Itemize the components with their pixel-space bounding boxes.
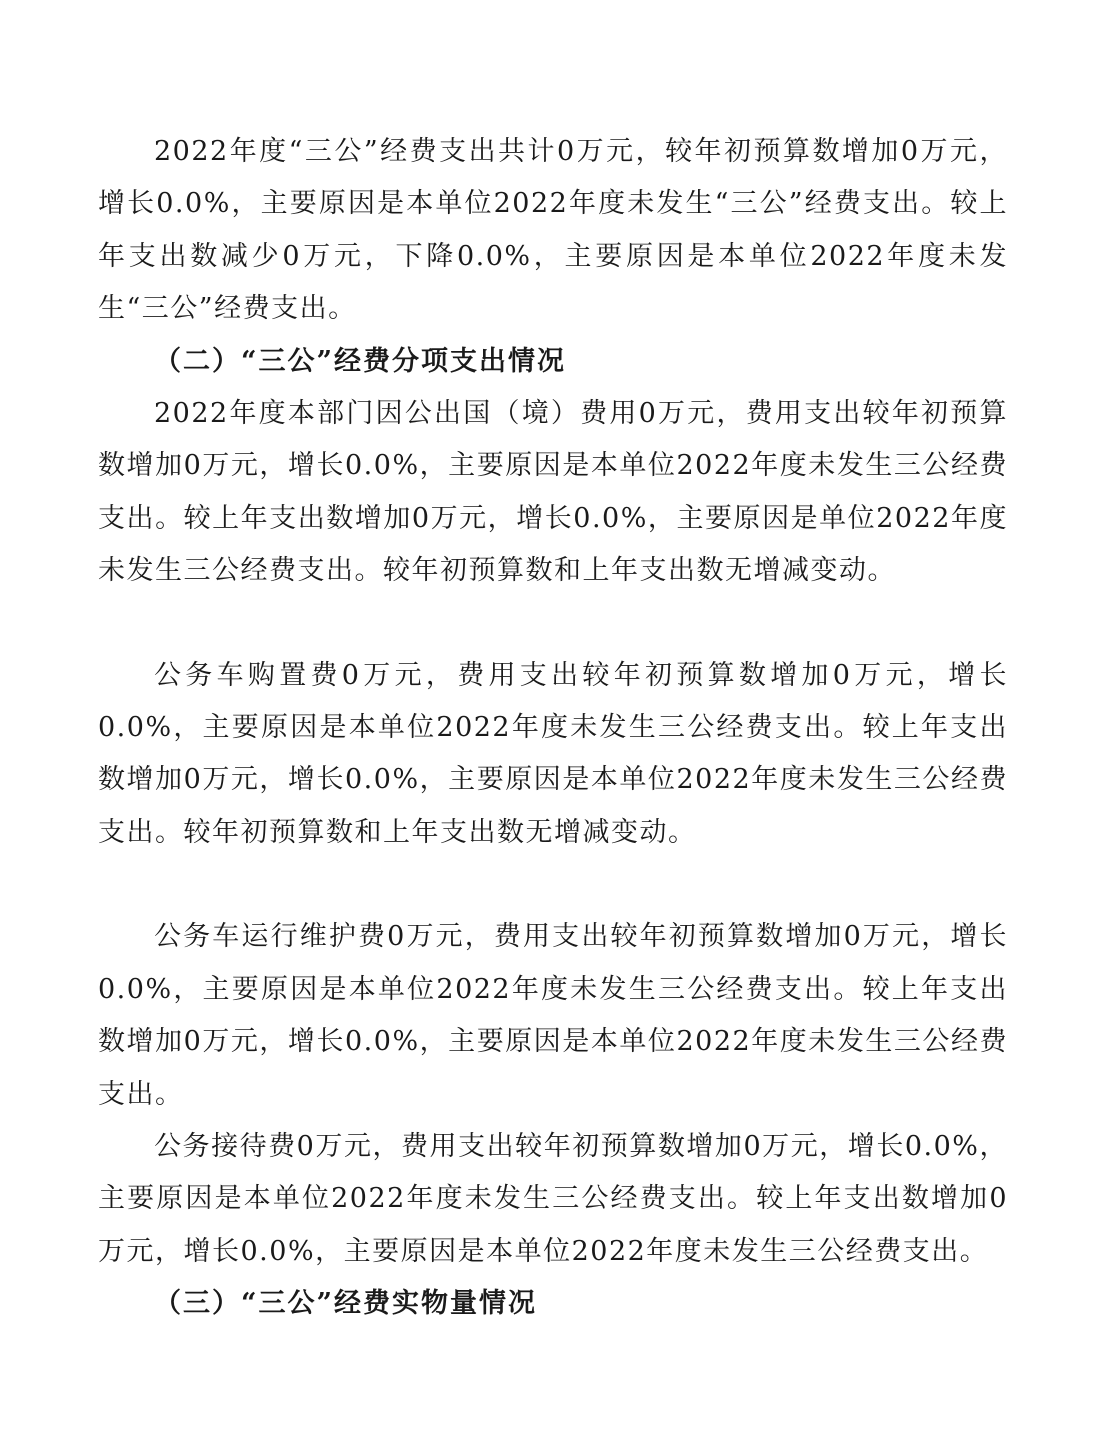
document-body xyxy=(98,126,1008,1331)
paragraph-spacer xyxy=(98,598,1008,650)
section-heading-physical-quantity: （三）“三公”经费实物量情况 xyxy=(154,1288,538,1320)
paragraph-official-reception: 公务接待费0万元，费用支出较年初预算数增加0万元，增长0.0%，主要原因是本单位2022年度未发生三公经费支出。较上年支出数增加0万元，增长0.0%，主要原因是本单位2022年度未发生三公经费支出。 xyxy=(98,1130,1008,1267)
section-heading-itemized: （二）“三公”经费分项支出情况 xyxy=(154,345,567,377)
paragraph-overseas-travel: 2022年度本部门因公出国（境）费用0万元，费用支出较年初预算数增加0万元，增长0.0%，主要原因是本单位2022年度未发生三公经费支出。较上年支出数增加0万元，增长0.0%，主要原因是单位2022年度未发生三公经费支出。较年初预算数和上年支出数无增减变动。 xyxy=(98,398,1008,587)
paragraph-vehicle-operation: 公务车运行维护费0万元，费用支出较年初预算数增加0万元，增长0.0%，主要原因是本单位2022年度未发生三公经费支出。较上年支出数增加0万元，增长0.0%，主要原因是本单位2022年度未发生三公经费支出。 xyxy=(98,921,1008,1110)
paragraph-vehicle-purchase: 公务车购置费0万元，费用支出较年初预算数增加0万元，增长0.0%，主要原因是本单位2022年度未发生三公经费支出。较上年支出数增加0万元，增长0.0%，主要原因是本单位2022年度未发生三公经费支出。较年初预算数和上年支出数无增减变动。 xyxy=(98,659,1008,848)
paragraph-total-expenditure: 2022年度“三公”经费支出共计0万元，较年初预算数增加0万元，增长0.0%，主要原因是本单位2022年度未发生“三公”经费支出。较上年支出数减少0万元，下降0.0%，主要原因是本单位2022年度未发生“三公”经费支出。 xyxy=(98,136,1008,325)
paragraph-spacer xyxy=(98,859,1008,911)
